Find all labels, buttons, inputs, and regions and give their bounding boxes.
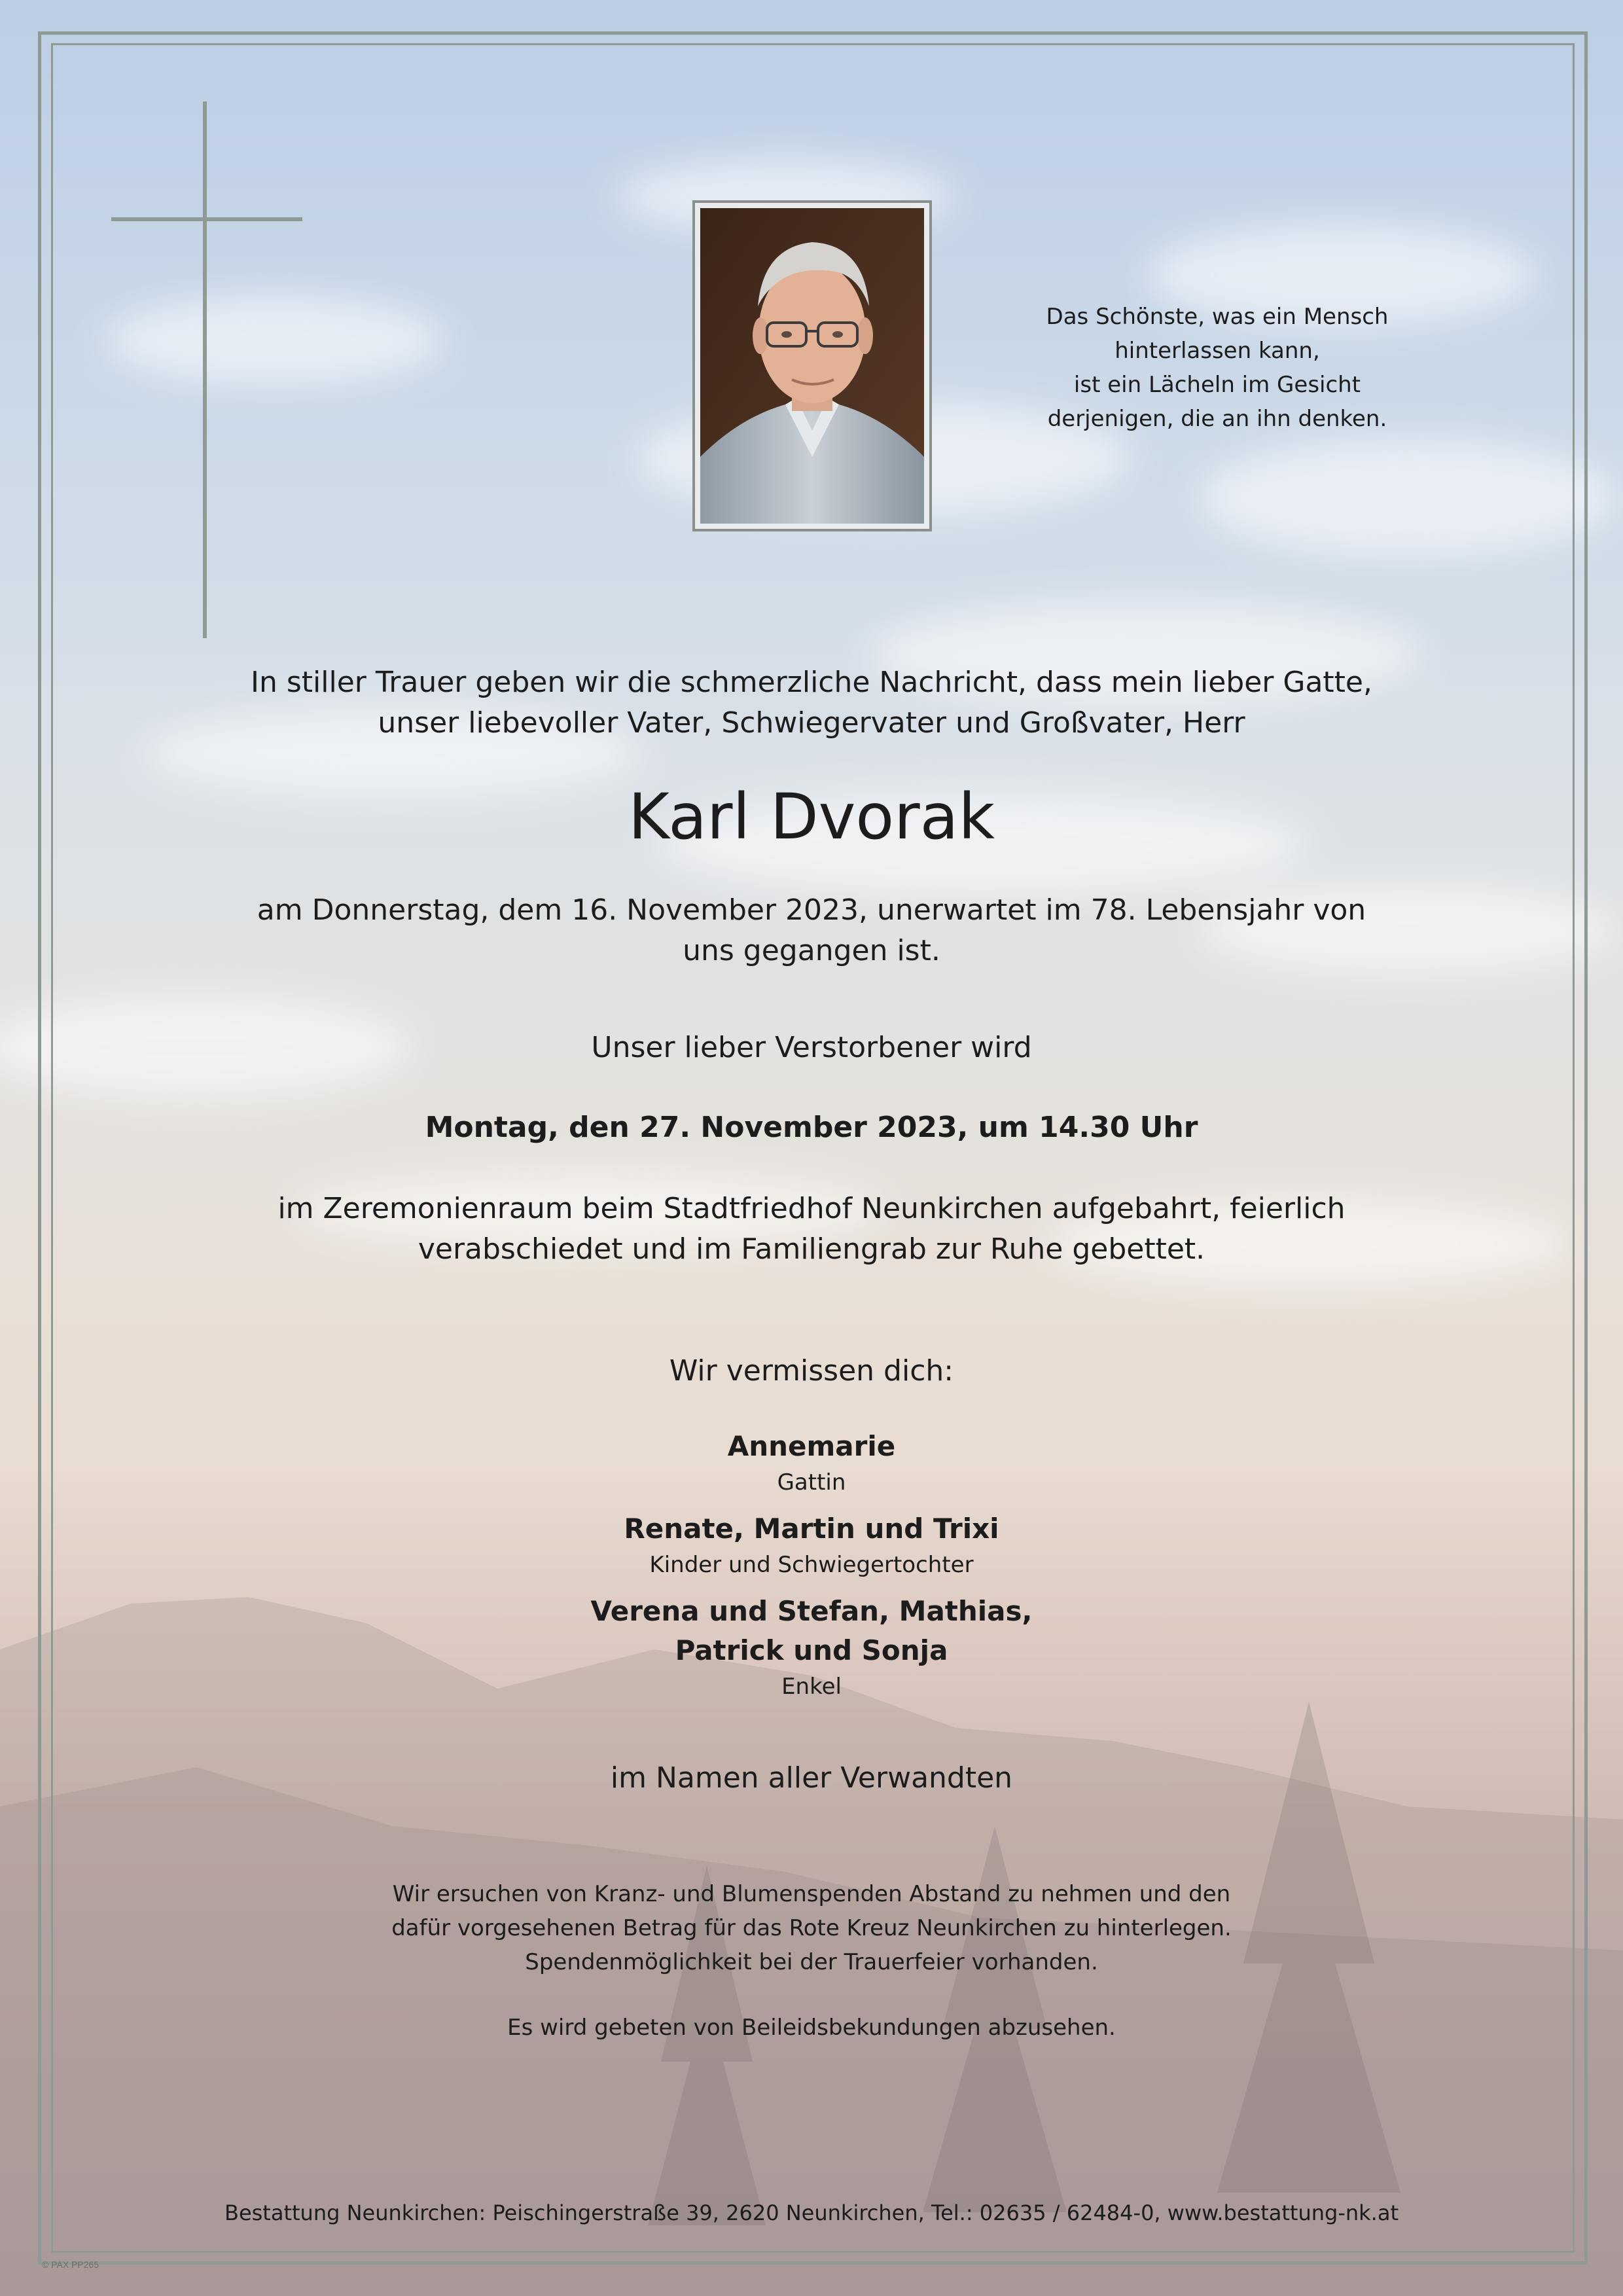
announcement-intro (196, 662, 1427, 744)
quote-line: hinterlassen kann, (1115, 338, 1320, 364)
mourner-name: Annemarie (727, 1430, 896, 1462)
funeral-date: Montag, den 27. November 2023, um 14.30 Uhr (425, 1111, 1198, 1144)
mourners-list (196, 1427, 1427, 1713)
death-notice (196, 890, 1427, 971)
quote-line: ist ein Lächeln im Gesicht (1073, 372, 1361, 398)
latin-cross-icon (111, 101, 308, 638)
portrait-photo (692, 200, 932, 531)
donation-request (196, 1877, 1427, 1979)
death-line: uns gegangen ist. (683, 934, 940, 967)
funeral-lead: Unser lieber Verstorbener wird (591, 1031, 1032, 1064)
memorial-quote (1008, 300, 1427, 436)
quote-line: derjenigen, die an ihn denken. (1047, 406, 1387, 432)
donation-line: Wir ersuchen von Kranz- und Blumenspenden Abstand zu nehmen und den (392, 1881, 1231, 1907)
mourners-closing: im Namen aller Verwandten (610, 1761, 1013, 1795)
funeral-line: im Zeremonienraum beim Stadtfriedhof Neunkirchen aufgebahrt, feierlich (277, 1192, 1346, 1225)
imprint: © PAX PP265 (42, 2259, 99, 2270)
funeral-details (196, 1189, 1427, 1270)
intro-line: unser liebevoller Vater, Schwiegervater und Großvater, Herr (378, 706, 1245, 740)
intro-line: In stiller Trauer geben wir die schmerzliche Nachricht, dass mein lieber Gatte, (251, 666, 1372, 699)
mourner-relation: Gattin (777, 1469, 846, 1496)
mourners-heading: Wir vermissen dich: (669, 1354, 954, 1388)
donation-line: dafür vorgesehenen Betrag für das Rote Kreuz Neunkirchen zu hinterlegen. (391, 1915, 1232, 1941)
mourner-name: Renate, Martin und Trixi (624, 1513, 999, 1545)
quote-line: Das Schönste, was ein Mensch (1046, 304, 1389, 330)
donation-line: Spendenmöglichkeit bei der Trauerfeier vorhanden. (525, 1949, 1098, 1975)
deceased-name: Karl Dvorak (628, 780, 995, 853)
mourner-name: Patrick und Sonja (675, 1634, 948, 1666)
condolence-notice: Es wird gebeten von Beileidsbekundungen abzusehen. (507, 2015, 1116, 2041)
portrait-illustration (700, 208, 924, 524)
funeral-home-footer: Bestattung Neunkirchen: Peischingerstraße 39, 2620 Neunkirchen, Tel.: 02635 / 62484-0, www.bestattung-nk.at (224, 2200, 1399, 2225)
funeral-line: verabschiedet und im Familiengrab zur Ruhe gebettet. (418, 1232, 1205, 1266)
mourner-relation: Enkel (781, 1674, 842, 1700)
death-line: am Donnerstag, dem 16. November 2023, unerwartet im 78. Lebensjahr von (257, 893, 1366, 927)
mourner-name: Verena und Stefan, Mathias, (590, 1595, 1033, 1627)
mourner-relation: Kinder und Schwiegertochter (649, 1552, 974, 1578)
